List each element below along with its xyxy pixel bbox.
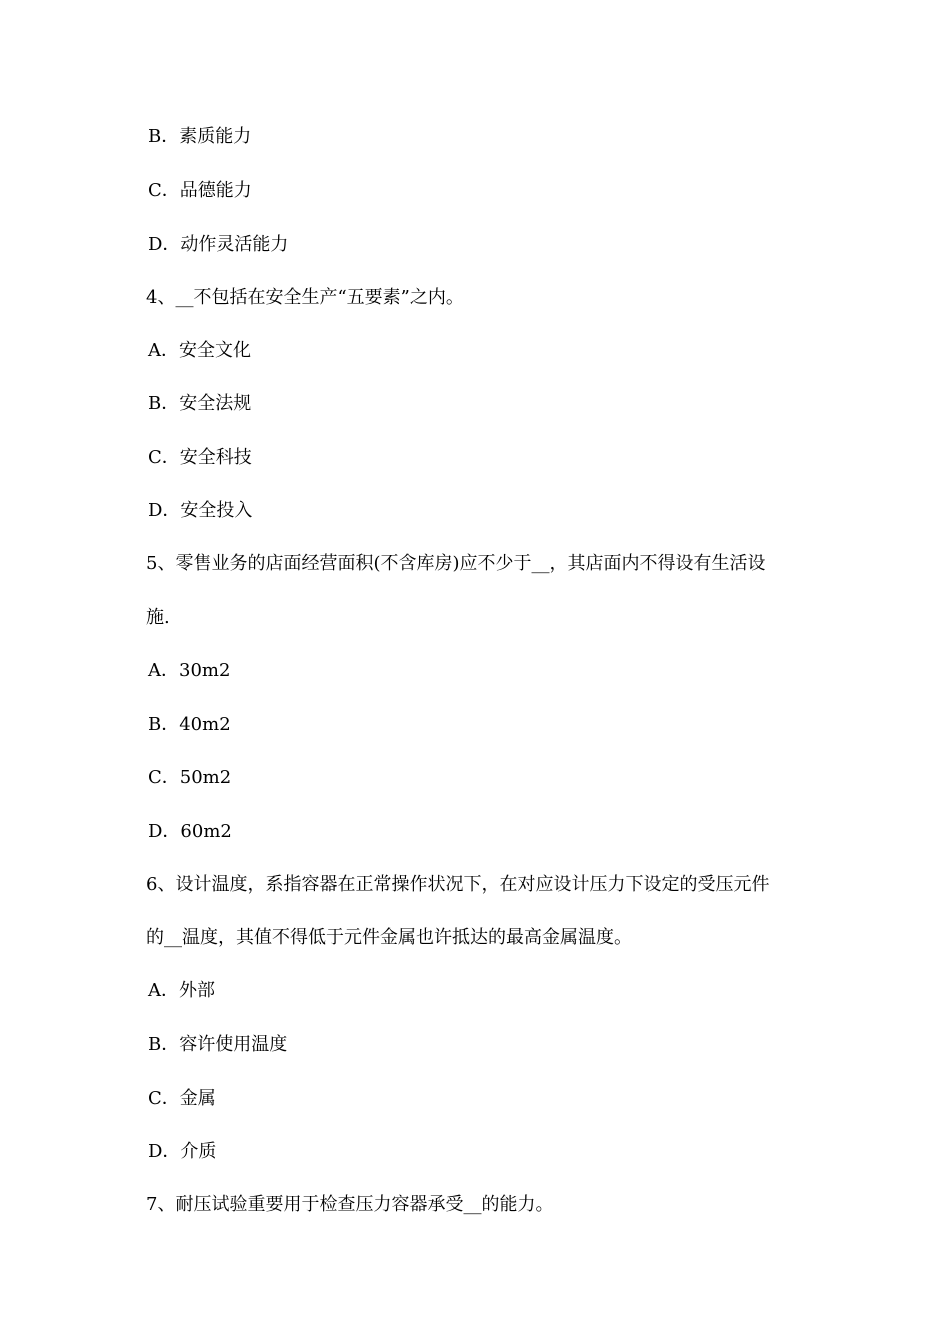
option-6b: B．容许使用温度 (148, 1034, 288, 1055)
option-6d: D．介质 (148, 1141, 217, 1162)
question-7: 7、耐压试验重要用于检查压力容器承受__的能力。 (146, 1194, 554, 1215)
option-6c: C．金属 (148, 1088, 216, 1109)
option-4a: A．安全文化 (148, 340, 251, 361)
option-3b: B．素质能力 (148, 126, 252, 147)
question-6-line-2: 的__温度，其值不得低于元件金属也许抵达的最高金属温度。 (146, 927, 632, 948)
question-5-line-1: 5、零售业务的店面经营面积(不含库房)应不少于__，其店面内不得设有生活设 (146, 553, 766, 574)
option-5c: C．50m2 (148, 767, 232, 788)
question-4: 4、__不包括在安全生产“五要素”之内。 (146, 287, 464, 308)
option-5d: D．60m2 (148, 821, 232, 842)
option-4b: B．安全法规 (148, 393, 252, 414)
option-3c: C．品德能力 (148, 180, 252, 201)
question-6-line-1: 6、设计温度，系指容器在正常操作状况下，在对应设计压力下设定的受压元件 (146, 874, 770, 895)
option-5a: A．30m2 (148, 660, 231, 681)
option-3d: D．动作灵活能力 (148, 234, 289, 255)
option-4c: C．安全科技 (148, 447, 252, 468)
option-4d: D．安全投入 (148, 500, 253, 521)
question-5-line-2: 施. (146, 607, 170, 628)
option-5b: B．40m2 (148, 714, 231, 735)
option-6a: A．外部 (148, 980, 215, 1001)
